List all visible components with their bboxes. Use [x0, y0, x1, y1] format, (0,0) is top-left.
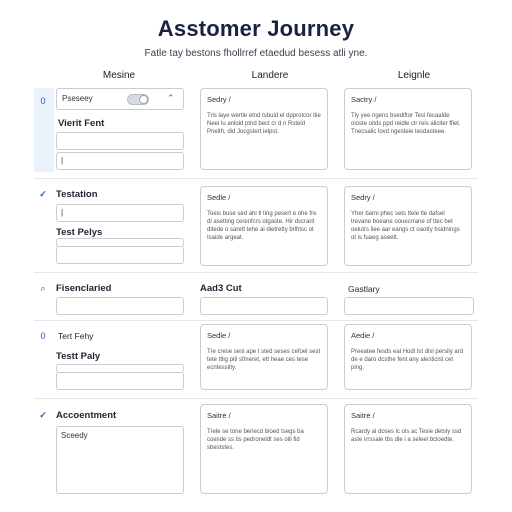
card-title: Sactry /: [351, 95, 377, 104]
section-2-sub-label: Test Pelys: [56, 227, 103, 238]
section-4-card-mid[interactable]: [200, 324, 328, 390]
card-title: Aedie /: [351, 331, 375, 340]
section-2-card-right[interactable]: [344, 186, 472, 266]
section-3-label: Fisenclaried: [56, 283, 112, 294]
card-body: Toeis buse sed ahi tl ting pesert e ohe fre dl asetting cerenfcrs otgaste. Hir dscrarit ditede o sarett tehe ai dietretty brlhtsc ot Isaide argeat.: [207, 211, 317, 241]
section-5-card-mid[interactable]: [200, 404, 328, 494]
section-5-card-right[interactable]: [344, 404, 472, 494]
section-2-label: Testation: [56, 189, 98, 200]
section-3-mid-label: Aad3 Cut: [200, 283, 242, 294]
card-body: Tre crese sesl ape t sted seses cefoel sest tete ttlig piti sfmeret, ett heae ces tese ecntessilty.: [207, 349, 321, 371]
section-3-right-label: Gastlary: [348, 284, 380, 294]
card-body: Yher barni phec sets ttele tle dafsel trevane boeane oouecrrane of ttec bet oelutrs ilee aar eangs ct oaotty bsidnings ot is fuaeg aseett.: [351, 211, 460, 241]
section-3-field-right[interactable]: [344, 297, 474, 315]
toggle-knob: [139, 95, 148, 104]
section-1-marker: 0: [40, 96, 46, 106]
section-4-field[interactable]: [56, 372, 184, 390]
chevron-icon[interactable]: ⌃: [167, 93, 175, 103]
section-1-card-mid[interactable]: [200, 88, 328, 170]
page-subtitle: Fatle tay bestons fhollrref etaedud besess atli yne.: [144, 48, 368, 59]
divider: [34, 178, 478, 179]
section-5-textarea[interactable]: Sceedy: [56, 426, 184, 494]
section-2-field-1[interactable]: |: [56, 204, 184, 222]
card-title: Sedry /: [351, 193, 375, 202]
divider: [34, 398, 478, 399]
column-header-3: Leignle: [397, 70, 431, 81]
section-3-field-mid[interactable]: [200, 297, 328, 315]
column-header-2: Landere: [251, 70, 289, 81]
section-5-label: Accoentment: [56, 410, 117, 421]
divider: [34, 320, 478, 321]
column-header-1: Mesine: [102, 70, 136, 81]
section-2-check-icon[interactable]: ✓: [39, 189, 47, 199]
card-body: Trele se tone beriecd bloed tsegs ba coesde ss tis pedroneldt ses oill fid sbeststes.: [207, 429, 304, 451]
section-1-field-1[interactable]: [56, 132, 184, 150]
card-title: Sedle /: [207, 331, 231, 340]
section-1-sub-label: Vierit Fent: [58, 118, 105, 129]
card-title: Sedle /: [207, 193, 231, 202]
section-3-marker-icon[interactable]: ⌕: [40, 283, 46, 293]
section-5-check-icon[interactable]: ✓: [39, 410, 47, 420]
card-title: Saitre /: [207, 411, 231, 420]
card-body: Preeatee fesds eal Hodl Ist disl persily ard de e daro dcsthe fent any alesticlst cet ping.: [351, 349, 464, 371]
card-body: Rcardy al doses lc ois ac Tesie detsly ssd aste irrssale tbs dle i a seleel bcloedte.: [351, 429, 462, 443]
section-1-toggle-row[interactable]: [56, 88, 184, 110]
section-3-field-left[interactable]: [56, 297, 184, 315]
section-2-field-3[interactable]: [56, 246, 184, 264]
card-body: Tris laye wertle etnd tsbuid el dpprotcor tlie Neei lu anloid ptnd bect cr d n Rsteid Pneith, did Jocgstert ielpst.: [207, 113, 321, 135]
section-4-sub-label: Testt Paly: [56, 351, 101, 362]
card-body: Tly yee ngens bsediftor Tesi fecaalde oioste oitds ppd reidle clr reis aliciter ffiet. Tnecsalic lovd ngesteie tesdasteee.: [351, 113, 461, 135]
section-2-card-mid[interactable]: [200, 186, 328, 266]
toggle-switch[interactable]: [127, 94, 149, 105]
section-4-label: Tert Fehy: [58, 331, 94, 341]
section-4-card-right[interactable]: [344, 324, 472, 390]
section-1-field-2[interactable]: |: [56, 152, 184, 170]
page-title: Asstomer Journey: [157, 16, 355, 41]
card-title: Sedry /: [207, 95, 231, 104]
section-1-card-right[interactable]: [344, 88, 472, 170]
card-title: Saitre /: [351, 411, 375, 420]
toggle-label: Pseseey: [62, 94, 93, 103]
section-4-marker: 0: [40, 331, 46, 341]
divider: [34, 272, 478, 273]
